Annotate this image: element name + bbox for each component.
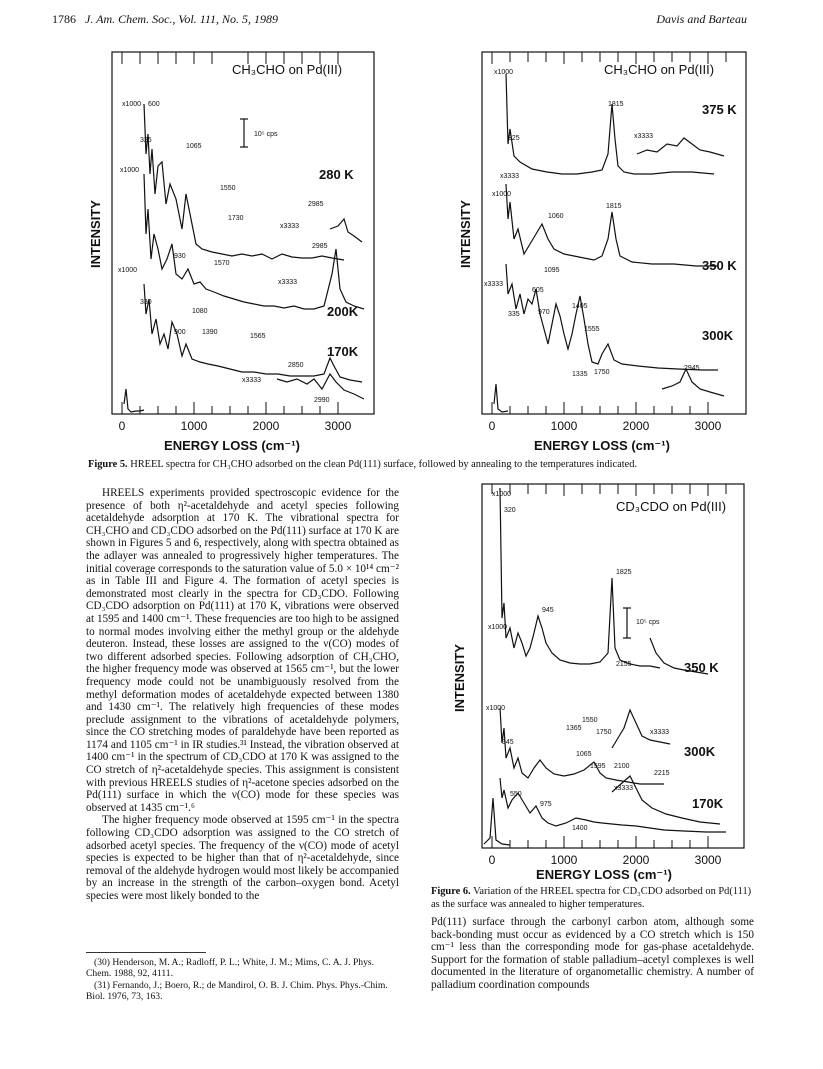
- peak-label: 1060: [548, 213, 564, 220]
- peak-label: x1000: [492, 191, 512, 198]
- figure5-right-plot: [452, 44, 752, 456]
- peak-label: x3333: [614, 785, 634, 792]
- peak-label: 335: [508, 311, 520, 318]
- spectrum-280K-x3333: [330, 219, 362, 242]
- spectrum-200K: [144, 174, 364, 309]
- figure6-caption: [431, 886, 754, 911]
- reference-item: (30) Henderson, M. A.; Radloff, P. L.; White, J. M.; Mims, C. A. J. Phys. Chem. 1988, 92, 4111.: [86, 957, 375, 980]
- peak-label: x3333: [484, 281, 504, 288]
- figure5-left-scale-label: 10⁵ cps: [254, 131, 278, 138]
- peak-label: 345: [502, 739, 514, 746]
- peak-label: x1000: [492, 491, 512, 498]
- temp-label-200K: 200K: [327, 304, 359, 319]
- peak-label: 1750: [596, 729, 612, 736]
- x-tick-label: 3000: [324, 419, 352, 433]
- peak-label: 1335: [572, 371, 588, 378]
- figure6-scale-label: 10⁵ cps: [636, 619, 660, 626]
- peak-label: 1550: [220, 185, 236, 192]
- peak-label: 1750: [594, 369, 610, 376]
- peak-label: 1595: [590, 763, 606, 770]
- peak-label: x3333: [500, 173, 520, 180]
- figure5-left-title: CH₃CHO on Pd(III): [232, 62, 343, 77]
- temp-label-350K: 350 K: [684, 660, 719, 675]
- y-axis-label: INTENSITY: [88, 200, 103, 268]
- temp-label-170K: 170K: [327, 344, 359, 359]
- peak-label: x1000: [120, 167, 140, 174]
- peak-label: 605: [532, 287, 544, 294]
- figure6-title: CD₃CDO on Pd(III): [616, 499, 727, 514]
- x-tick-label: 1000: [180, 419, 208, 433]
- temp-label-350K: 350 K: [702, 258, 737, 273]
- paragraph: HREELS experiments provided spectroscopic evidence for the presence of both η²-acetaldehyde and acetyl species following acetaldehyde adsorption at 170 K. The vibrational spectra for CH₃CHO and CD₃CDO adsorbed on the Pd(111) surface at 170 K are shown in Figures 5 and 6, respectively, along with spectra obtained as the adlayer was annealed to progressively higher temperatures. The initial coverage corresponds to the saturation value of 5.0 × 10¹⁴ cm⁻² as in Table III and Figure 4. The formation of acetyl species is demonstrated most clearly in the spectra for CD₃CDO. Following CD₃CDO adsorption on Pd(111) at 170 K, vibrations were observed at 1595 and 1400 cm⁻¹. These frequencies are too high to be assigned to normal modes involving either the methyl group or the aldehyde deuteron. Instead, these losses are assigned to the ν(CO) modes of two different adsorbed species. Following adsorption of CH₃CHO, the higher frequency mode was observed at 1565 cm⁻¹, but the lower frequency mode could not be unambiguously resolved from the methyl deformation modes of acetaldehyde expected between 1380 and 1430 cm⁻¹. The relatively high frequencies of these modes preclude assignment to the vibrations of acetaldehyde polymers, since the CO stretching modes of paraldehyde have been reported as 1174 and 1105 cm⁻¹ in IR studies.³¹ Instead, the vibration observed at 1400 cm⁻¹ in the spectrum of CD₃CDO at 170 K was assigned to the CO stretch of η²-acetaldehyde species. This assignment is consistent with previous HREELS studies of η²-acetone species adsorbed on the Pd(111) surface in which the ν(CO) mode for these species was observed at 1435 cm⁻¹.⁶: [86, 487, 399, 814]
- peak-label: 2100: [614, 763, 630, 770]
- peak-label: 1365: [566, 725, 582, 732]
- figure5-right-panel: [452, 44, 752, 456]
- y-axis-label: INTENSITY: [452, 644, 467, 712]
- peak-label: 1730: [228, 215, 244, 222]
- peak-label: 1080: [192, 308, 208, 315]
- spectrum-375K-x3333: [637, 138, 724, 156]
- temp-label-170K: 170K: [692, 796, 724, 811]
- peak-label: 900: [174, 329, 186, 336]
- figure5-right-title: CH₃CHO on Pd(III): [604, 62, 715, 77]
- spectrum-350K: [500, 488, 660, 668]
- body-text-left: [86, 487, 399, 903]
- paragraph: Pd(111) surface through the carbonyl carbon atom, although some back-bonding must occur as evidenced by a CO stretch which is 150 cm⁻¹ less than the corresponding mode for gas-phase acetaldehyde. Support for the formation of stable palladium–acetyl complexes is well documented in the literature of organometallic chemistry. A number of palladium coordination compounds: [431, 916, 754, 991]
- temp-label-375K: 375 K: [702, 102, 737, 117]
- peak-label: 1550: [582, 717, 598, 724]
- elastic-peak: [484, 798, 510, 845]
- page-header-left: [52, 12, 278, 27]
- x-tick-label: 2000: [622, 419, 650, 433]
- peak-label: x3333: [280, 223, 300, 230]
- footnote-rule: [86, 952, 206, 953]
- spectrum-300K-x3333: [662, 369, 724, 396]
- x-axis-label: ENERGY LOSS (cm⁻¹): [534, 438, 670, 453]
- body-text-right: [431, 916, 754, 992]
- peak-label: 1065: [576, 751, 592, 758]
- x-tick-label: 1000: [550, 853, 578, 867]
- peak-label: x1000: [118, 267, 138, 274]
- figure6-caption-label: Figure 6.: [431, 886, 471, 897]
- figure5-caption-text: HREEL spectra for CH₃CHO adsorbed on the clean Pd(111) surface, followed by annealing to the temperatures indicated.: [130, 459, 638, 470]
- x-tick-label: 0: [118, 419, 126, 433]
- figure6-panel: [444, 478, 754, 883]
- x-tick-label: 1000: [550, 419, 578, 433]
- peak-label: 330: [140, 299, 152, 306]
- x-axis-label: ENERGY LOSS (cm⁻¹): [536, 867, 672, 882]
- peak-label: 325: [140, 137, 152, 144]
- x-tick-label: 0: [488, 419, 496, 433]
- journal-citation: J. Am. Chem. Soc., Vol. 111, No. 5, 1989: [85, 12, 278, 26]
- x-tick-label: 2000: [252, 419, 280, 433]
- peak-label: x1000: [486, 705, 506, 712]
- x-tick-label: 3000: [694, 419, 722, 433]
- peak-label: 1405: [572, 303, 588, 310]
- peak-label: 930: [174, 253, 186, 260]
- peak-label: x3333: [634, 133, 654, 140]
- peak-label: x3333: [278, 279, 298, 286]
- peak-label: 1095: [544, 267, 560, 274]
- peak-label: 325: [508, 135, 520, 142]
- peak-label: 975: [540, 801, 552, 808]
- page-number: 1786: [52, 12, 76, 26]
- figure6-caption-text: Variation of the HREEL spectra for CD₃CDO adsorbed on Pd(111) as the surface was annealed to higher temperatures.: [431, 886, 752, 910]
- peak-label: 320: [504, 507, 516, 514]
- paragraph: The higher frequency mode observed at 1595 cm⁻¹ in the spectra following CD₃CDO adsorption was assigned to the CO stretch of adsorbed acetyl species. The frequency of the ν(CO) mode of acetyl species is expected to be higher than that of η²-acetaldehyde, since removal of the aldehyde hydrogen would most likely be accompanied by an increase in the strength of the carbon–oxygen bond. Acetyl species were most likely bonded to the: [86, 814, 399, 902]
- reference-item: (31) Fernando, J.; Boero, R.; de Mandirol, O. B. J. Chim. Phys. Phys.-Chim. Biol. 1976, 73, 163.: [86, 979, 388, 1003]
- figure5-left-panel: [82, 44, 382, 456]
- spectrum-170K-x3333: [277, 374, 364, 399]
- x-tick-label: 3000: [694, 853, 722, 867]
- peak-label: 1570: [214, 260, 230, 267]
- x-tick-label: 2000: [622, 853, 650, 867]
- peak-label: 945: [542, 607, 554, 614]
- peak-label: 2945: [684, 365, 700, 372]
- peak-label: x3333: [650, 729, 670, 736]
- peak-label: 1825: [616, 569, 632, 576]
- peak-label: 2985: [312, 243, 328, 250]
- peak-label: 1565: [250, 333, 266, 340]
- x-tick-label: 0: [488, 853, 496, 867]
- peak-label: 1815: [606, 203, 622, 210]
- peak-label: x1000: [488, 624, 508, 631]
- elastic-peak: [124, 389, 144, 412]
- figure5-caption: [88, 459, 768, 472]
- peak-label: 1065: [186, 143, 202, 150]
- peak-label: 2985: [308, 201, 324, 208]
- peak-label: 1555: [584, 326, 600, 333]
- spectrum-375K: [506, 74, 714, 174]
- temp-label-280K: 280 K: [319, 167, 354, 182]
- elastic-peak: [494, 384, 508, 412]
- y-axis-label: INTENSITY: [458, 200, 473, 268]
- figure5-left-plot: [82, 44, 382, 456]
- figure6-plot: [444, 478, 754, 883]
- peak-label: x1000: [494, 69, 514, 76]
- peak-label: 550: [510, 791, 522, 798]
- references: [86, 952, 399, 1003]
- peak-label: x3333: [242, 377, 262, 384]
- x-axis-label: ENERGY LOSS (cm⁻¹): [164, 438, 300, 453]
- peak-label: 600: [148, 101, 160, 108]
- peak-label: 2155: [616, 661, 632, 668]
- temp-label-300K: 300K: [684, 744, 716, 759]
- spectrum-300K: [506, 264, 718, 370]
- peak-label: 2850: [288, 362, 304, 369]
- spectrum-350K: [506, 184, 718, 266]
- peak-label: 970: [538, 309, 550, 316]
- peak-label: 2990: [314, 397, 330, 404]
- temp-label-300K: 300K: [702, 328, 734, 343]
- peak-label: 2215: [654, 770, 670, 777]
- peak-label: x1000: [122, 101, 142, 108]
- page-header-authors: Davis and Barteau: [656, 12, 747, 26]
- peak-label: 1815: [608, 101, 624, 108]
- peak-label: 1390: [202, 329, 218, 336]
- figure5-caption-label: Figure 5.: [88, 459, 128, 470]
- peak-label: 1400: [572, 825, 588, 832]
